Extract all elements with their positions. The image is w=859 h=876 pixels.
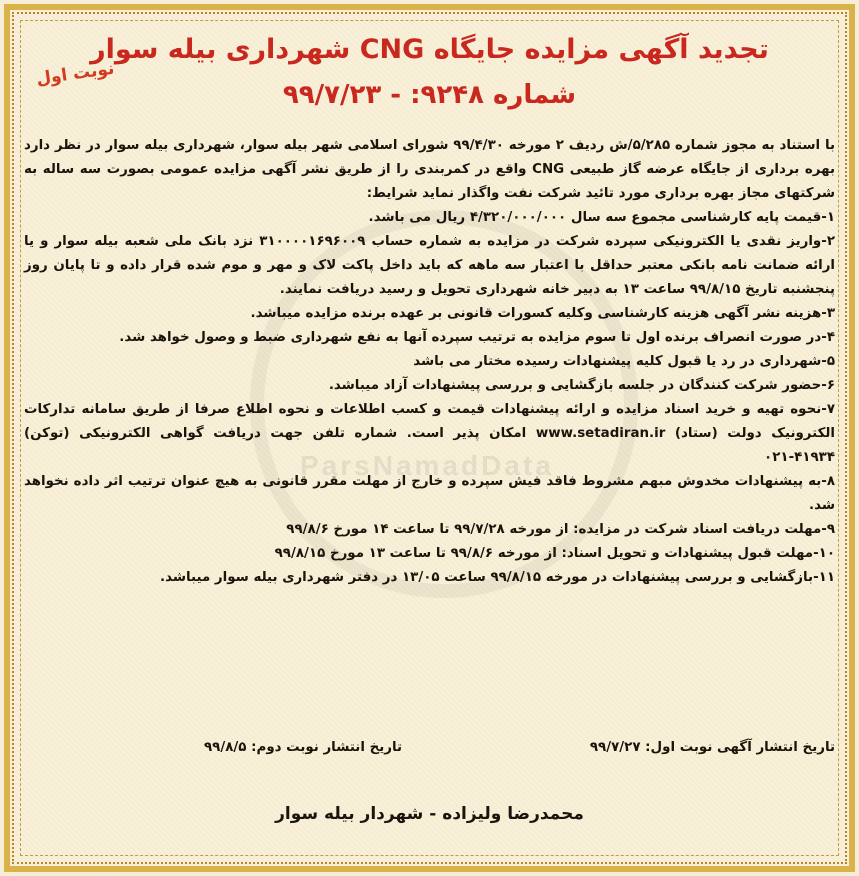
signature: محمدرضا ولیزاده - شهردار بیله سوار xyxy=(275,804,584,824)
condition-item: ۶-حضور شرکت کنندگان در جلسه بازگشایی و بررسی پیشنهادات آزاد میباشد. xyxy=(328,378,835,393)
condition-item: ۵-شهرداری در رد یا قبول کلیه پیشنهادات رسیده مختار می باشد xyxy=(413,354,835,369)
ad-number: شماره ۹۲۴۸: - ۹۹/۷/۲۳ xyxy=(282,80,577,110)
page-title: تجدید آگهی مزایده جایگاه CNG شهرداری بیله سوار xyxy=(90,34,769,65)
condition-item: ۳-هزینه نشر آگهی هزینه کارشناسی وکلیه کسورات قانونی بر عهده برنده مزایده میباشد. xyxy=(250,306,835,321)
condition-item: ۴-در صورت انصراف برنده اول تا سوم مزایده به ترتیب سپرده آنها به نفع شهرداری ضبط و وصول خواهد شد. xyxy=(119,330,835,345)
condition-item: ۲-واریز نقدی یا الکترونیکی سپرده شرکت در مزایده به شماره حساب ۳۱۰۰۰۰۱۶۹۶۰۰۹ نزد بانک ملی شعبه بیله سوار و یا ارائه ضمانت نامه بانکی معتبر حداقل با اعتبار سه ماهه که باید داخل پاکت لاک و مهر و موم شده قرار داده و تا پایان روز پنجشنبه تاریخ ۹۹/۸/۱۵ ساعت ۱۳ به دبیر خانه شهرداری تحویل و رسید دریافت نمایند. xyxy=(24,234,836,297)
first-publish-date: تاریخ انتشار آگهی نوبت اول: ۹۹/۷/۲۷ xyxy=(589,740,835,755)
intro-paragraph: با استناد به مجوز شماره ۵/۲۸۵/ش ردیف ۲ مورخه ۹۹/۴/۳۰ شورای اسلامی شهر بیله سوار، شهرداری بیله سوار در نظر دارد بهره برداری از جایگاه عرضه گاز طبیعی CNG واقع در کمربندی را از طریق نشر آگهی مزایده عمومی بصورت سه ساله به شرکتهای مجاز بهره برداری مورد تائید شرکت نفت واگذار نماید شرایط: xyxy=(24,138,835,201)
first-round-badge: نوبت اول xyxy=(34,58,116,90)
condition-item: ۱۱-بازگشایی و بررسی پیشنهادات در مورخه ۹۹/۸/۱۵ ساعت ۱۳/۰۵ در دفتر شهرداری بیله سوار میباشد. xyxy=(160,570,835,585)
condition-item: ۷-نحوه تهیه و خرید اسناد مزایده و ارائه پیشنهادات قیمت و کسب اطلاعات و نحوه اطلاع صرفا از طریق سامانه تدارکات الکترونیک دولت (ستاد) www.setadiran.ir امکان پذیر است. شماره تلفن جهت دریافت گواهی الکترونیکی (توکن) ۴۱۹۳۴-۰۲۱ xyxy=(24,402,836,465)
ad-body xyxy=(24,134,835,590)
publish-dates xyxy=(24,740,835,755)
second-publish-date: تاریخ انتشار نوبت دوم: ۹۹/۸/۵ xyxy=(204,740,403,755)
condition-item: ۸-به پیشنهادات مخدوش مبهم مشروط فاقد فیش سپرده و خارج از مهلت مقرر قانونی به هیچ عنوان ترتیب اثر داده نخواهد شد. xyxy=(24,474,835,513)
condition-item: ۱-قیمت پایه کارشناسی مجموع سه سال ۴/۳۲۰/۰۰۰/۰۰۰ ریال می باشد. xyxy=(368,210,835,225)
condition-item: ۱۰-مهلت قبول پیشنهادات و تحویل اسناد: از مورخه ۹۹/۸/۶ تا ساعت ۱۳ مورخ ۹۹/۸/۱۵ xyxy=(274,546,835,561)
condition-item: ۹-مهلت دریافت اسناد شرکت در مزایده: از مورخه ۹۹/۷/۲۸ تا ساعت ۱۴ مورخ ۹۹/۸/۶ xyxy=(286,522,835,537)
